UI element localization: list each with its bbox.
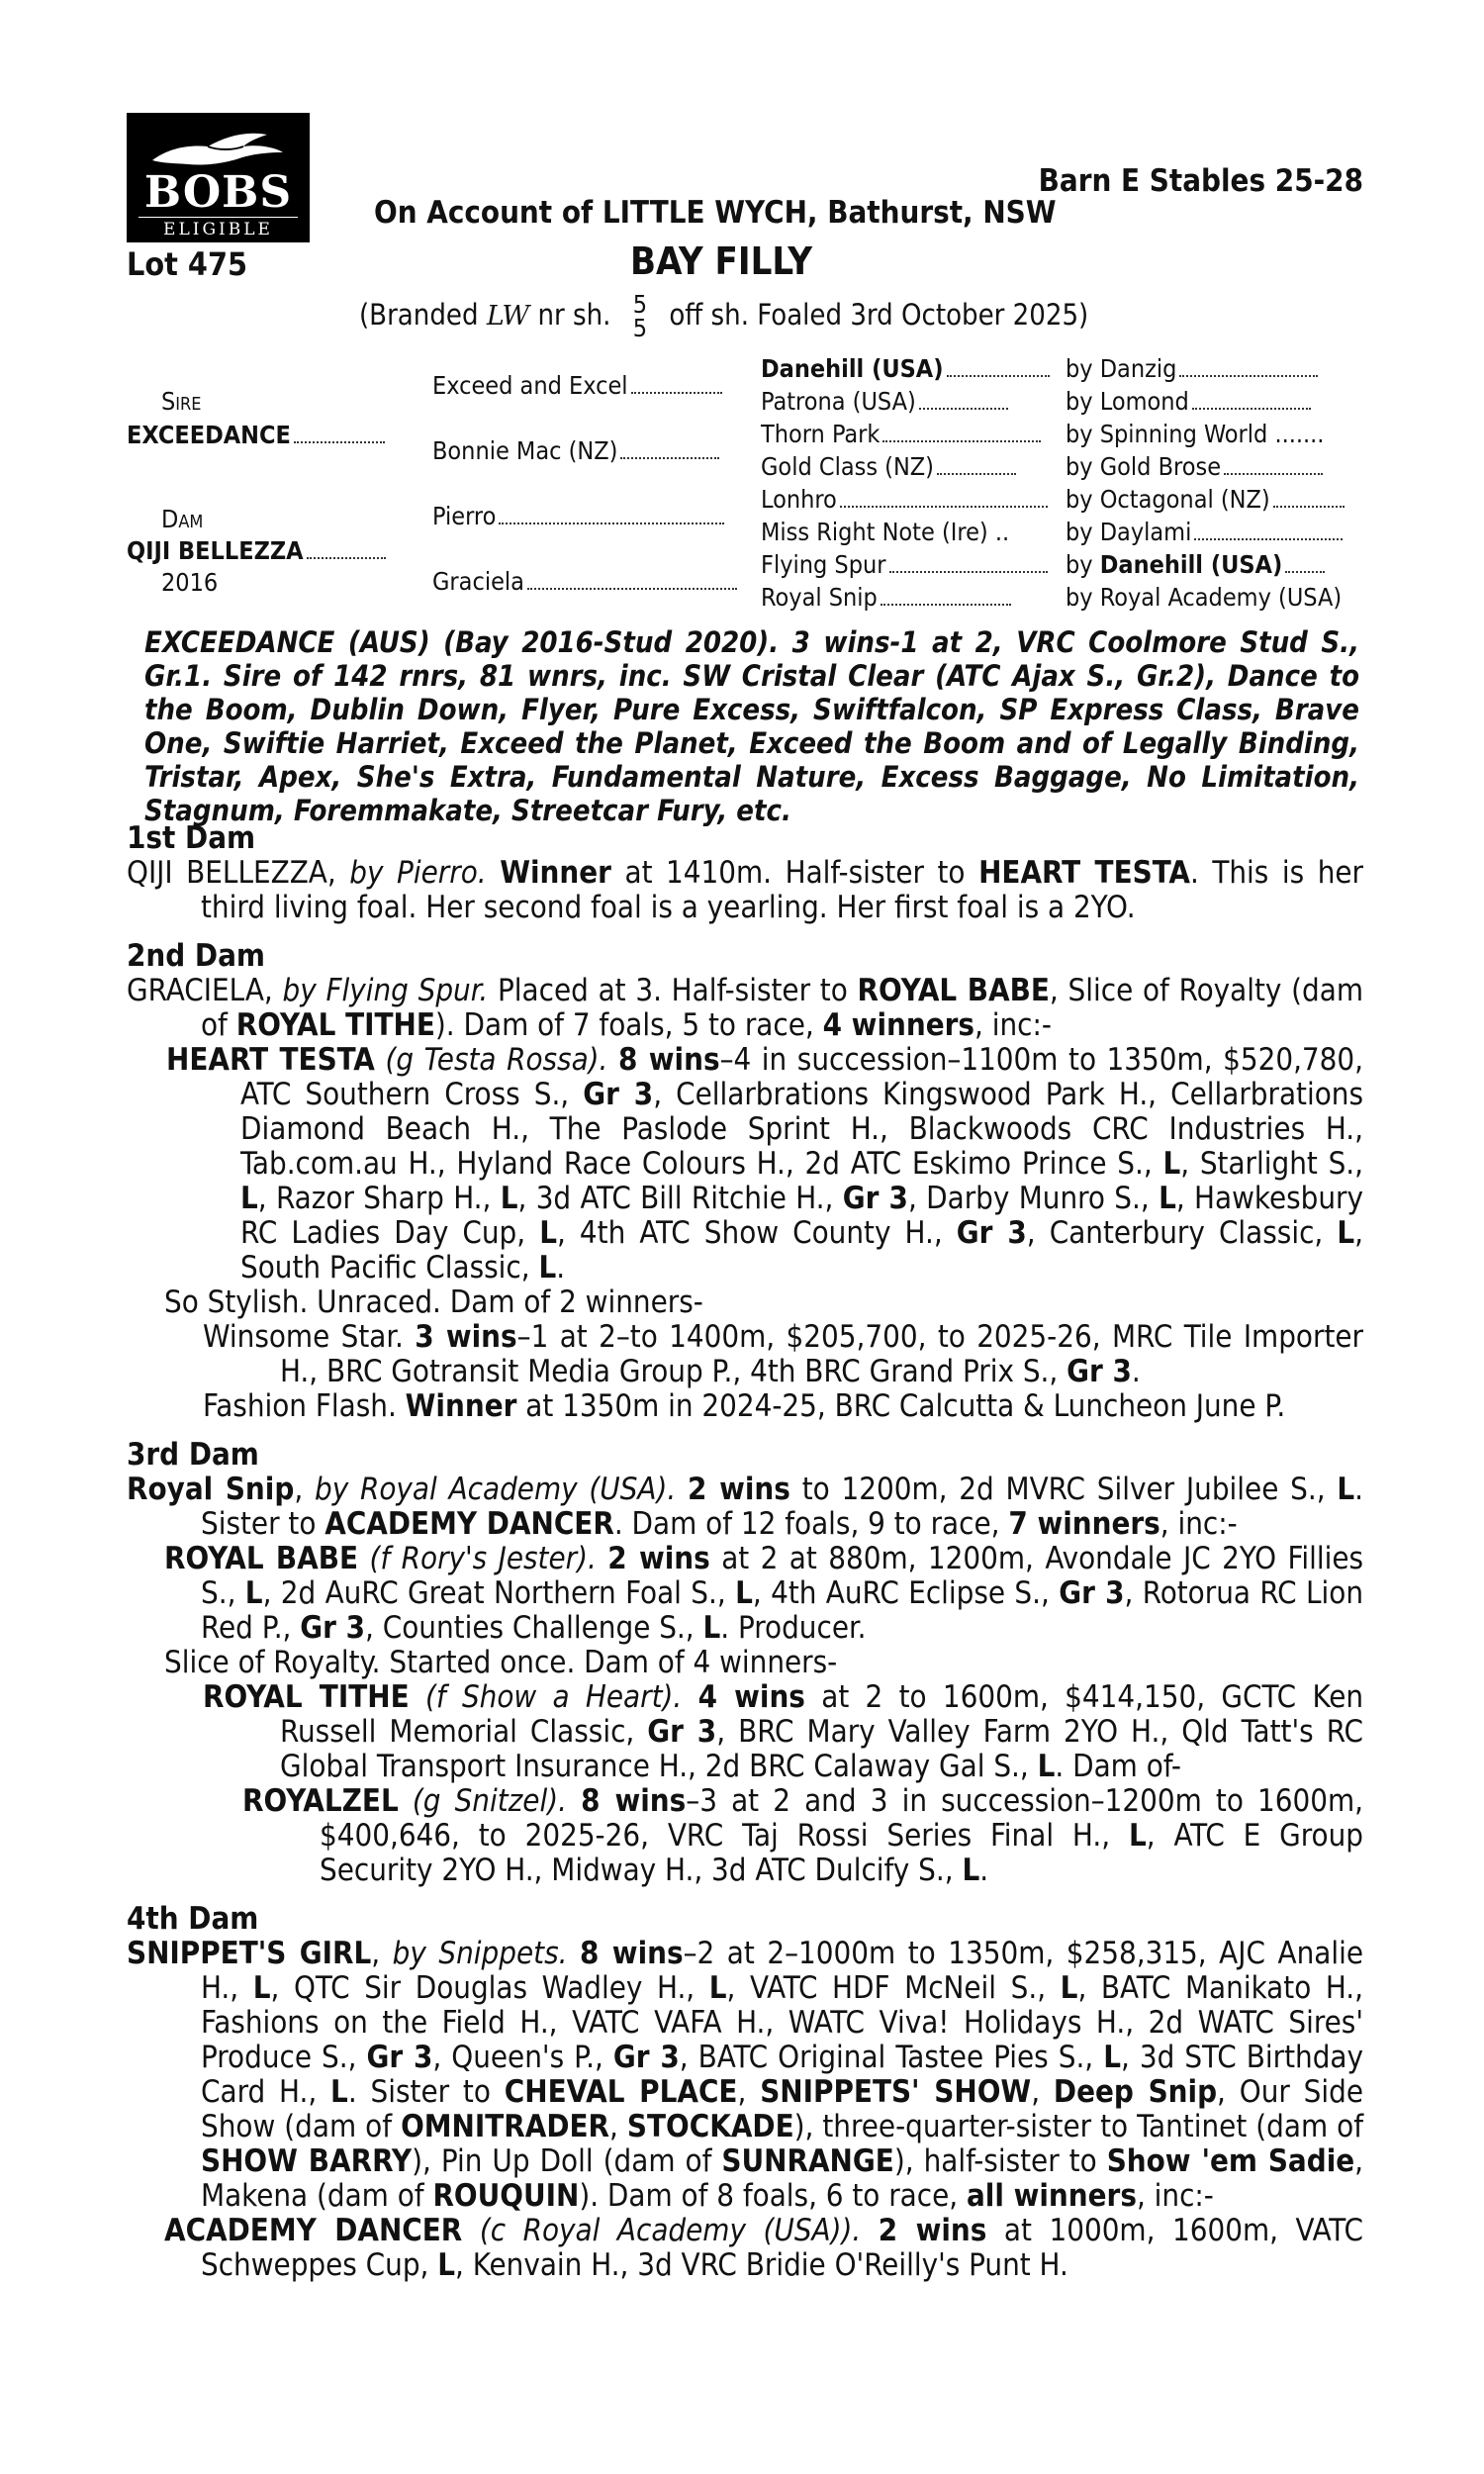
pedigree-gen3-7: Flying Spur — [761, 550, 1048, 579]
brand-fraction — [632, 290, 648, 342]
sire-summary: EXCEEDANCE (AUS) (Bay 2016-Stud 2020). 3 wins-1 at 2, VRC Coolmore Stud S., Gr.1. Sire of 142 rnrs, 81 wnrs, inc. SW Cristal Clear (ATC Ajax S., Gr.2), Dance to the Boom, Dublin Down, Flyer, Pure Excess, Swiftfalcon, SP Express Class, Brave One, Swiftie Harriet, Exceed the Planet, Exceed the Boom and of Legally Binding, Tristar, Apex, She's Extra, Fundamental Nature, Excess Baggage, No Limitation, Stagnum, Foremmakate, Streetcar Fury, etc. — [144, 625, 1359, 827]
dam3-para: Royal Snip, by Royal Academy (USA). 2 wins to 1200m, 2d MVRC Silver Jubilee S., L. Sister to ACADEMY DANCER. Dam of 12 foals, 9 to race, 7 winners, inc:- — [127, 1472, 1364, 1542]
barn-location: Barn E Stables 25-28 — [1038, 163, 1363, 199]
pedigree-gen2-3: Pierro — [432, 502, 724, 530]
brand-mid: nr sh. — [537, 298, 611, 332]
pedigree-gen3-1: Danehill (USA) — [761, 354, 1050, 383]
pedigree-gen4-2: by Lomond — [1066, 387, 1311, 416]
logo-text-top: BOBS — [143, 167, 293, 218]
pedigree-gen3-6: Miss Right Note (Ire) .. — [761, 518, 1010, 546]
pedigree-gen4-1: by Danzig — [1066, 354, 1318, 383]
bobs-eligible-logo — [127, 113, 310, 242]
brand-suffix: off sh. Foaled 3rd October 2025) — [669, 298, 1089, 332]
pedigree-gen2-2: Bonnie Mac (NZ) — [432, 436, 719, 465]
pedigree-gen4-4: by Gold Brose — [1066, 452, 1323, 481]
so-stylish-entry: So Stylish. Unraced. Dam of 2 winners- — [164, 1285, 703, 1320]
dam-name: QIJI BELLEZZA — [127, 536, 386, 565]
dam2-para: GRACIELA, by Flying Spur. Placed at 3. Half-sister to ROYAL BABE, Slice of Royalty (dam of ROYAL TITHE). Dam of 7 foals, 5 to race, 4 winners, inc:- — [127, 973, 1363, 1043]
slice-of-royalty-entry: Slice of Royalty. Started once. Dam of 4 winners- — [164, 1645, 838, 1680]
dam4-heading: 4th Dam — [127, 1901, 259, 1937]
dam2-heading: 2nd Dam — [127, 938, 265, 974]
sire-name: EXCEEDANCE — [127, 421, 385, 449]
academy-dancer-entry: ACADEMY DANCER (c Royal Academy (USA)). 2 wins at 1000m, 1600m, VATC Schweppes Cup, L, Kenvain H., 3d VRC Bridie O'Reilly's Punt H. — [164, 2213, 1363, 2283]
horse-title: BAY FILLY — [630, 239, 812, 283]
pedigree-gen3-4: Gold Class (NZ) — [761, 452, 1016, 481]
pedigree-gen3-2: Patrona (USA) — [761, 387, 1008, 416]
lot-number: Lot 475 — [127, 245, 247, 283]
brand-mark: LW — [486, 301, 530, 332]
dam-year: 2016 — [161, 568, 219, 597]
dam1-heading: 1st Dam — [127, 820, 256, 856]
logo-text-bottom: ELIGIBLE — [139, 217, 298, 239]
dam-label: Dam — [161, 505, 204, 533]
vendor-line: On Account of LITTLE WYCH, Bathurst, NSW — [374, 195, 1057, 231]
pedigree-gen3-8: Royal Snip — [761, 583, 1011, 612]
pedigree-gen4-6: by Daylami — [1066, 518, 1343, 546]
pedigree-gen2-1: Exceed and Excel — [432, 371, 722, 400]
pedigree-gen4-3: by Spinning World ....... — [1066, 420, 1325, 448]
pedigree-gen3-3: Thorn Park — [761, 420, 1041, 448]
pedigree-gen4-8: by Royal Academy (USA) — [1066, 583, 1343, 612]
dam4-para: SNIPPET'S GIRL, by Snippets. 8 wins–2 at 2–1000m to 1350m, $258,315, AJC Analie H., L, QTC Sir Douglas Wadley H., L, VATC HDF McNeil S., L, BATC Manikato H., Fashions on the Field H., VATC VAFA H., WATC Viva! Holidays H., 2d WATC Sires' Produce S., Gr 3, Queen's P., Gr 3, BATC Original Tastee Pies S., L, 3d STC Birthday Card H., L. Sister to CHEVAL PLACE, SNIPPETS' SHOW, Deep Snip, Our Side Show (dam of OMNITRADER, STOCKADE), three-quarter-sister to Tantinet (dam of SHOW BARRY), Pin Up Doll (dam of SUNRANGE), half-sister to Show 'em Sadie, Makena (dam of ROUQUIN). Dam of 8 foals, 6 to race, all winners, inc:- — [127, 1936, 1364, 2214]
brand-prefix: (Branded — [359, 298, 479, 332]
pedigree-gen4-5: by Octagonal (NZ) — [1066, 485, 1345, 514]
dam3-heading: 3rd Dam — [127, 1437, 259, 1473]
brand-line — [359, 290, 1089, 342]
pedigree-gen2-4: Graciela — [432, 567, 737, 596]
royal-tithe-entry: ROYAL TITHE (f Show a Heart). 4 wins at 2 to 1600m, $414,150, GCTC Ken Russell Memorial Classic, Gr 3, BRC Mary Valley Farm 2YO H., Qld Tatt's RC Global Transport Insurance H., 2d BRC Calaway Gal S., L. Dam of- — [203, 1679, 1364, 1784]
sire-label: Sire — [161, 387, 202, 416]
royalzel-entry: ROYALZEL (g Snitzel). 8 wins–3 at 2 and 3 in succession–1200m to 1600m, $400,646, to 2025-26, VRC Taj Rossi Series Final H., L, ATC E Group Security 2YO H., Midway H., 3d ATC Dulcify S., L. — [242, 1783, 1364, 1888]
brand-num-bottom: 5 — [632, 314, 648, 342]
winsome-star-entry: Winsome Star. 3 wins–1 at 2–to 1400m, $205,700, to 2025-26, MRC Tile Importer H., BRC Gotransit Media Group P., 4th BRC Grand Prix S., Gr 3. — [203, 1319, 1363, 1389]
horse-logo-icon — [148, 127, 287, 172]
dam1-para: QIJI BELLEZZA, by Pierro. Winner at 1410m. Half-sister to HEART TESTA. This is her third living foal. Her second foal is a yearling. Her first foal is a 2YO. — [127, 855, 1364, 925]
royal-babe-entry: ROYAL BABE (f Rory's Jester). 2 wins at 2 at 880m, 1200m, Avondale JC 2YO Fillies S., L, 2d AuRC Great Northern Foal S., L, 4th AuRC Eclipse S., Gr 3, Rotorua RC Lion Red P., Gr 3, Counties Challenge S., L. Producer. — [164, 1541, 1364, 1646]
heart-testa-entry: HEART TESTA (g Testa Rossa). 8 wins–4 in succession–1100m to 1350m, $520,780, ATC Southern Cross S., Gr 3, Cellarbrations Kingswood Park H., Cellarbrations Diamond Beach H., The Paslode Sprint H., Blackwoods CRC Industries H., Tab.com.au H., Hyland Race Colours H., 2d ATC Eskimo Prince S., L, Starlight S., L, Razor Sharp H., L, 3d ATC Bill Ritchie H., Gr 3, Darby Munro S., L, Hawkesbury RC Ladies Day Cup, L, 4th ATC Show County H., Gr 3, Canterbury Classic, L, South Pacific Classic, L. — [166, 1042, 1364, 1285]
dam-details — [127, 821, 1363, 2283]
pedigree-gen4-7: by Danehill (USA) — [1066, 550, 1325, 579]
brand-num-top: 5 — [632, 290, 648, 319]
pedigree-gen3-5: Lonhro — [761, 485, 1048, 514]
fashion-flash-entry: Fashion Flash. Winner at 1350m in 2024-25, BRC Calcutta & Luncheon June P. — [203, 1388, 1286, 1424]
